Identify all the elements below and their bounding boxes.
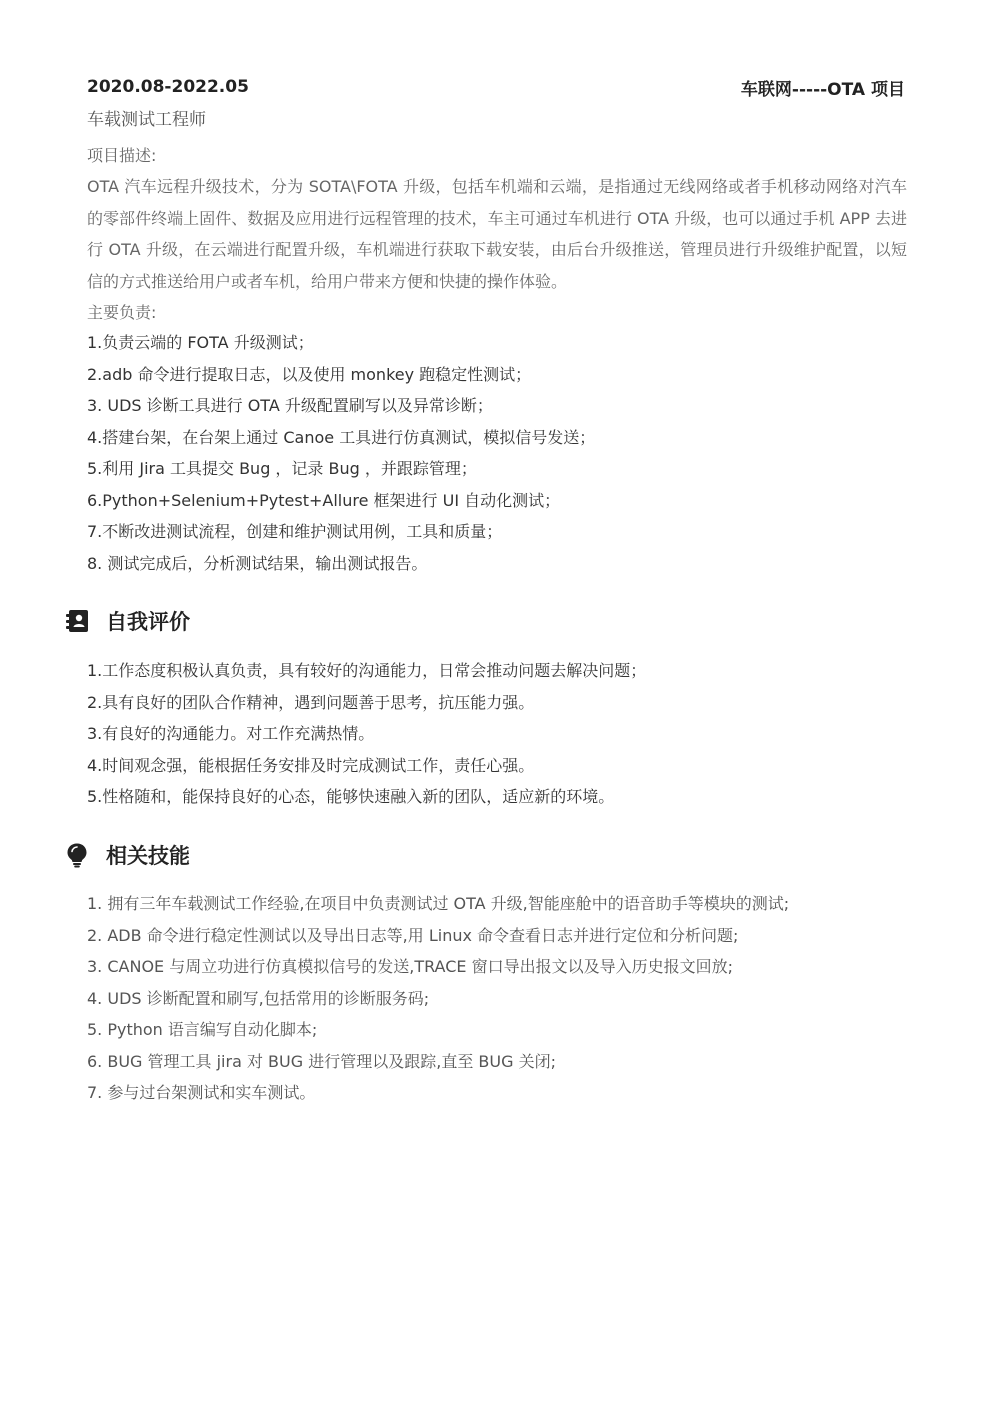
skill-item: 7. 参与过台架测试和实车测试。 — [87, 1083, 316, 1102]
skill-item: 3. CANOE 与周立功进行仿真模拟信号的发送,TRACE 窗口导出报文以及导入历史报文回放; — [87, 957, 733, 976]
evaluation-item: 3.有良好的沟通能力。对工作充满热情。 — [87, 724, 375, 743]
duties-list — [87, 327, 595, 579]
evaluation-item: 4.时间观念强，能根据任务安排及时完成测试工作，责任心强。 — [87, 755, 535, 775]
duty-item: 5.利用 Jira 工具提交 Bug ，记录 Bug ，并跟踪管理； — [87, 459, 477, 478]
experience-project: 车联网-----OTA 项目 — [740, 79, 905, 100]
experience-period: 2020.08-2022.05 — [87, 77, 249, 97]
skills-list — [87, 888, 789, 1109]
duty-item: 6.Python+Selenium+Pytest+Allure 框架进行 UI 自动化测试； — [87, 490, 561, 510]
self-evaluation-list — [87, 655, 646, 813]
skill-item: 2. ADB 命令进行稳定性测试以及导出日志等,用 Linux 命令查看日志并进行定位和分析问题; — [87, 925, 739, 945]
duty-item: 8. 测试完成后，分析测试结果，输出测试报告。 — [87, 553, 428, 573]
experience-role: 车载测试工程师 — [87, 110, 206, 130]
evaluation-item: 1.工作态度积极认真负责，具有较好的沟通能力，日常会推动问题去解决问题； — [87, 661, 647, 680]
skill-item: 6. BUG 管理工具 jira 对 BUG 进行管理以及跟踪,直至 BUG 关闭; — [87, 1051, 556, 1071]
self-evaluation-header — [64, 606, 190, 636]
duty-item: 1.负责云端的 FOTA 升级测试； — [87, 333, 314, 352]
evaluation-item: 5.性格随和，能保持良好的心态，能够快速融入新的团队，适应新的环境。 — [87, 787, 615, 806]
lightbulb-icon — [64, 842, 90, 868]
skill-item: 1. 拥有三年车载测试工作经验,在项目中负责测试过 OTA 升级,智能座舱中的语音助手等模块的测试; — [87, 894, 790, 913]
duty-item: 4.搭建台架，在台架上通过 Canoe 工具进行仿真测试，模拟信号发送； — [87, 427, 596, 447]
description-label: 项目描述: — [87, 146, 157, 165]
skills-title: 相关技能 — [106, 844, 190, 868]
skill-item: 4. UDS 诊断配置和刷写,包括常用的诊断服务码; — [87, 988, 430, 1008]
skills-header — [64, 840, 190, 870]
contact-card-icon — [64, 608, 90, 634]
evaluation-item: 2.具有良好的团队合作精神，遇到问题善于思考，抗压能力强。 — [87, 692, 535, 712]
duty-item: 3. UDS 诊断工具进行 OTA 升级配置刷写以及异常诊断； — [87, 396, 493, 415]
duty-item: 7.不断改进测试流程，创建和维护测试用例，工具和质量； — [87, 522, 503, 541]
project-description: OTA 汽车远程升级技术，分为 SOTA\FOTA 升级，包括车机端和云端，是指通过无线网络或者手机移动网络对汽车的零部件终端上固件、数据及应用进行远程管理的技术，车主可通过车机进行 OTA 升级，也可以通过手机 APP 去进行 OTA 升级，在云端进行配置升级，车机端进行获取下载安装，由后台升级推送，管理员进行升级维护配置，以短信的方式推送给用户或者车机，给用户带来方便和快捷的操作体验。 — [87, 177, 907, 291]
self-evaluation-title: 自我评价 — [106, 610, 190, 634]
experience-header — [87, 74, 905, 100]
skill-item: 5. Python 语言编写自动化脚本; — [87, 1020, 318, 1039]
duty-item: 2.adb 命令进行提取日志，以及使用 monkey 跑稳定性测试； — [87, 364, 532, 384]
duties-label: 主要负责: — [87, 303, 157, 322]
